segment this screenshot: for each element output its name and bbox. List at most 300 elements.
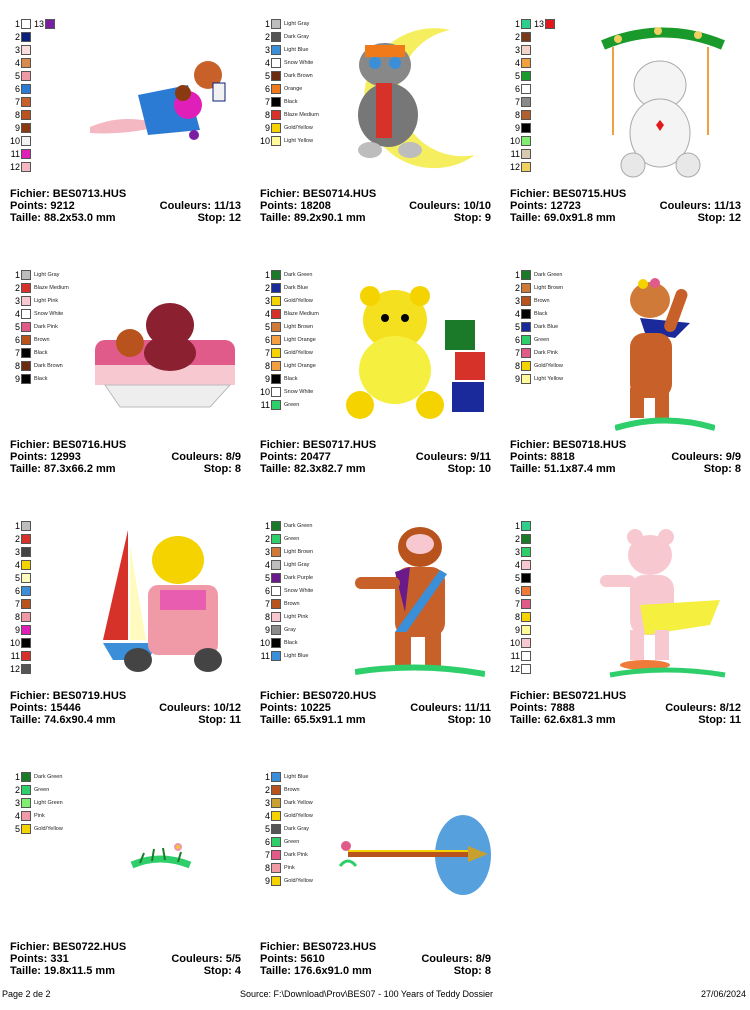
color-row bbox=[10, 56, 34, 69]
color-number: 1 bbox=[514, 18, 520, 29]
color-name: Gold/Yellow bbox=[284, 297, 313, 304]
color-number: 5 bbox=[264, 572, 270, 583]
color-swatch bbox=[271, 283, 281, 293]
color-number: 10 bbox=[260, 135, 271, 146]
color-swatch bbox=[21, 547, 31, 557]
color-row bbox=[510, 662, 534, 675]
design-image-bes0721 bbox=[600, 525, 730, 680]
color-row bbox=[10, 545, 34, 558]
file-name: Fichier: BES0722.HUS bbox=[10, 941, 127, 953]
color-number: 1 bbox=[264, 18, 270, 29]
color-row bbox=[510, 519, 534, 532]
size-mm: Taille: 65.5x91.1 mm bbox=[260, 714, 366, 726]
color-swatch bbox=[21, 785, 31, 795]
color-name: Gold/Yellow bbox=[534, 362, 563, 369]
color-swatch bbox=[521, 664, 531, 674]
color-name: Dark Pink bbox=[284, 851, 308, 858]
color-row bbox=[510, 584, 534, 597]
extra-color-number: 13 bbox=[534, 18, 545, 29]
color-name: Dark Brown bbox=[34, 362, 63, 369]
color-number: 1 bbox=[14, 520, 20, 531]
color-number: 1 bbox=[514, 520, 520, 531]
color-swatch bbox=[271, 45, 281, 55]
color-name: Light Pink bbox=[34, 297, 59, 304]
color-row bbox=[260, 770, 308, 783]
color-swatch bbox=[21, 651, 31, 661]
size-mm: Taille: 82.3x82.7 mm bbox=[260, 463, 366, 475]
color-swatch bbox=[271, 521, 281, 531]
color-swatch bbox=[271, 811, 281, 821]
color-swatch bbox=[521, 521, 531, 531]
color-number: 6 bbox=[14, 585, 20, 596]
color-name: Dark Pink bbox=[534, 349, 558, 356]
color-swatch bbox=[271, 136, 281, 146]
color-number: 1 bbox=[264, 771, 270, 782]
color-swatch bbox=[271, 612, 281, 622]
color-number: 2 bbox=[14, 533, 20, 544]
color-row bbox=[260, 809, 313, 822]
color-row bbox=[10, 268, 59, 281]
color-swatch bbox=[271, 772, 281, 782]
color-row bbox=[260, 584, 313, 597]
color-swatch bbox=[271, 97, 281, 107]
color-name: Snow White bbox=[34, 310, 64, 317]
color-row bbox=[510, 43, 534, 56]
design-image-bes0722 bbox=[130, 835, 200, 870]
color-row bbox=[260, 121, 313, 134]
color-number: 1 bbox=[264, 269, 270, 280]
color-swatch bbox=[271, 84, 281, 94]
color-swatch bbox=[21, 573, 31, 583]
color-number: 12 bbox=[10, 663, 21, 674]
color-number: 3 bbox=[264, 44, 270, 55]
color-number: 11 bbox=[510, 650, 520, 661]
design-image-bes0715 bbox=[598, 25, 728, 183]
color-swatch bbox=[521, 335, 531, 345]
color-row bbox=[260, 69, 313, 82]
color-name: Brown bbox=[284, 600, 300, 607]
color-swatch bbox=[271, 296, 281, 306]
color-swatch bbox=[521, 296, 531, 306]
color-swatch bbox=[21, 625, 31, 635]
color-swatch bbox=[521, 625, 531, 635]
color-number: 8 bbox=[514, 360, 520, 371]
color-swatch bbox=[521, 71, 531, 81]
color-swatch bbox=[521, 32, 531, 42]
color-row bbox=[10, 649, 34, 662]
color-row bbox=[510, 359, 563, 372]
color-swatch bbox=[271, 19, 281, 29]
color-number: 7 bbox=[14, 96, 20, 107]
color-swatch bbox=[21, 32, 31, 42]
color-swatch bbox=[21, 97, 31, 107]
points-count: Points: 5610 bbox=[260, 953, 325, 965]
color-number: 4 bbox=[264, 559, 270, 570]
color-number: 5 bbox=[514, 572, 520, 583]
color-number: 4 bbox=[14, 308, 20, 319]
color-name: Light Blue bbox=[284, 773, 309, 780]
color-row bbox=[10, 82, 34, 95]
color-number: 1 bbox=[14, 771, 20, 782]
design-image-bes0719 bbox=[98, 525, 238, 677]
color-swatch bbox=[271, 863, 281, 873]
color-row bbox=[510, 346, 558, 359]
design-image-bes0718 bbox=[615, 278, 715, 433]
size-mm: Taille: 69.0x91.8 mm bbox=[510, 212, 616, 224]
color-number: 4 bbox=[14, 559, 20, 570]
color-swatch bbox=[271, 573, 281, 583]
color-number: 4 bbox=[14, 810, 20, 821]
color-number: 4 bbox=[14, 57, 20, 68]
color-number: 4 bbox=[264, 57, 270, 68]
points-count: Points: 7888 bbox=[510, 702, 575, 714]
color-name: Dark Gray bbox=[284, 33, 310, 40]
color-swatch bbox=[521, 638, 531, 648]
color-number: 1 bbox=[514, 269, 520, 280]
color-swatch bbox=[271, 110, 281, 120]
color-row bbox=[510, 56, 534, 69]
color-number: 4 bbox=[514, 57, 520, 68]
color-name: Blaze Medium bbox=[284, 310, 319, 317]
color-swatch bbox=[521, 97, 531, 107]
color-swatch bbox=[271, 850, 281, 860]
points-count: Points: 20477 bbox=[260, 451, 331, 463]
color-row bbox=[260, 835, 299, 848]
color-name: Light Yellow bbox=[284, 137, 314, 144]
color-name: Pink bbox=[284, 864, 295, 871]
color-row bbox=[260, 281, 308, 294]
color-swatch bbox=[21, 772, 31, 782]
size-mm: Taille: 88.2x53.0 mm bbox=[10, 212, 116, 224]
color-number: 3 bbox=[264, 797, 270, 808]
source-path: Source: F:\Download\Prov\BES07 - 100 Years of Teddy Dossier bbox=[240, 989, 493, 999]
extra-color-swatch bbox=[45, 19, 55, 29]
color-row bbox=[10, 662, 34, 675]
color-name: Dark Yellow bbox=[284, 799, 313, 806]
color-number: 2 bbox=[514, 533, 520, 544]
points-count: Points: 18208 bbox=[260, 200, 331, 212]
color-swatch bbox=[271, 335, 281, 345]
color-row bbox=[260, 532, 299, 545]
points-count: Points: 331 bbox=[10, 953, 69, 965]
color-swatch bbox=[521, 322, 531, 332]
color-row bbox=[510, 636, 534, 649]
color-swatch bbox=[521, 149, 531, 159]
color-row bbox=[260, 56, 313, 69]
color-swatch bbox=[271, 824, 281, 834]
color-swatch bbox=[271, 651, 281, 661]
color-swatch bbox=[271, 586, 281, 596]
color-name: Light Blue bbox=[284, 46, 309, 53]
color-swatch bbox=[271, 560, 281, 570]
file-name: Fichier: BES0715.HUS bbox=[510, 188, 627, 200]
color-swatch bbox=[271, 547, 281, 557]
color-number: 8 bbox=[514, 109, 520, 120]
color-name: Light Orange bbox=[284, 362, 316, 369]
color-swatch bbox=[271, 837, 281, 847]
color-number: 9 bbox=[264, 875, 270, 886]
colors-count: Couleurs: 10/12 bbox=[159, 702, 241, 714]
color-swatch bbox=[21, 664, 31, 674]
color-swatch bbox=[21, 45, 31, 55]
color-swatch bbox=[21, 162, 31, 172]
color-number: 11 bbox=[10, 148, 20, 159]
color-swatch bbox=[271, 123, 281, 133]
color-number: 5 bbox=[514, 321, 520, 332]
color-row bbox=[260, 861, 295, 874]
color-number: 7 bbox=[514, 347, 520, 358]
color-swatch bbox=[521, 560, 531, 570]
page-footer bbox=[0, 989, 750, 1002]
color-row bbox=[260, 783, 300, 796]
color-row bbox=[10, 108, 34, 121]
color-number: 3 bbox=[14, 546, 20, 557]
color-row bbox=[10, 43, 34, 56]
colors-count: Couleurs: 9/11 bbox=[415, 451, 491, 463]
color-swatch bbox=[271, 361, 281, 371]
color-row bbox=[10, 17, 58, 30]
color-number: 2 bbox=[264, 31, 270, 42]
color-swatch bbox=[21, 335, 31, 345]
color-name: Green bbox=[284, 535, 300, 542]
color-swatch bbox=[521, 270, 531, 280]
color-number: 7 bbox=[514, 96, 520, 107]
color-number: 3 bbox=[264, 546, 270, 557]
stop-count: Stop: 10 bbox=[447, 714, 491, 726]
file-name: Fichier: BES0718.HUS bbox=[510, 439, 627, 451]
color-name: Gold/Yellow bbox=[284, 349, 313, 356]
color-name: Blaze Medium bbox=[284, 111, 319, 118]
color-swatch bbox=[271, 374, 281, 384]
print-date: 27/06/2024 bbox=[700, 989, 746, 999]
color-swatch bbox=[21, 798, 31, 808]
color-name: Dark Gray bbox=[284, 825, 310, 832]
color-number: 3 bbox=[14, 797, 20, 808]
color-number: 7 bbox=[264, 598, 270, 609]
color-swatch bbox=[21, 560, 31, 570]
color-number: 3 bbox=[514, 546, 520, 557]
color-number: 5 bbox=[14, 70, 20, 81]
color-row bbox=[10, 623, 34, 636]
color-number: 4 bbox=[514, 559, 520, 570]
color-row bbox=[510, 532, 534, 545]
color-name: Brown bbox=[284, 786, 300, 793]
color-row bbox=[510, 147, 534, 160]
design-image-bes0714 bbox=[340, 25, 490, 175]
color-swatch bbox=[521, 309, 531, 319]
color-row bbox=[510, 558, 534, 571]
page-number: Page 2 de 2 bbox=[2, 989, 51, 999]
design-image-bes0717 bbox=[340, 280, 490, 420]
color-swatch bbox=[21, 149, 31, 159]
color-name: Light Gray bbox=[284, 20, 310, 27]
color-row bbox=[260, 346, 313, 359]
color-number: 6 bbox=[514, 83, 520, 94]
color-number: 6 bbox=[264, 585, 270, 596]
color-row bbox=[10, 372, 47, 385]
color-row bbox=[10, 359, 63, 372]
color-name: Brown bbox=[34, 336, 50, 343]
stop-count: Stop: 12 bbox=[197, 212, 241, 224]
color-swatch bbox=[21, 296, 31, 306]
color-number: 5 bbox=[14, 572, 20, 583]
stop-count: Stop: 11 bbox=[698, 714, 741, 726]
design-info bbox=[10, 188, 241, 224]
color-row bbox=[260, 134, 313, 147]
color-swatch bbox=[21, 110, 31, 120]
stop-count: Stop: 12 bbox=[697, 212, 741, 224]
color-number: 4 bbox=[264, 308, 270, 319]
color-row bbox=[260, 558, 309, 571]
color-name: Dark Green bbox=[284, 271, 313, 278]
color-number: 6 bbox=[514, 585, 520, 596]
color-name: Gray bbox=[284, 626, 296, 633]
color-number: 1 bbox=[14, 269, 20, 280]
color-name: Dark Green bbox=[34, 773, 63, 780]
color-number: 8 bbox=[264, 611, 270, 622]
color-name: Black bbox=[284, 98, 298, 105]
color-row bbox=[10, 294, 58, 307]
color-name: Light Pink bbox=[284, 613, 309, 620]
color-swatch bbox=[271, 638, 281, 648]
color-row bbox=[510, 571, 534, 584]
color-name: Orange bbox=[284, 85, 303, 92]
color-swatch bbox=[521, 573, 531, 583]
size-mm: Taille: 176.6x91.0 mm bbox=[260, 965, 372, 977]
color-row bbox=[10, 770, 62, 783]
design-image-bes0713 bbox=[88, 55, 238, 145]
color-swatch bbox=[271, 309, 281, 319]
color-swatch bbox=[271, 625, 281, 635]
color-swatch bbox=[21, 521, 31, 531]
color-number: 3 bbox=[14, 295, 20, 306]
color-swatch bbox=[21, 534, 31, 544]
color-row bbox=[260, 623, 296, 636]
color-row bbox=[510, 623, 534, 636]
color-row bbox=[260, 874, 313, 887]
color-swatch bbox=[271, 785, 281, 795]
color-name: Snow White bbox=[284, 587, 314, 594]
colors-count: Couleurs: 11/13 bbox=[659, 200, 741, 212]
color-row bbox=[510, 281, 563, 294]
color-name: Blaze Medium bbox=[34, 284, 69, 291]
color-row bbox=[260, 822, 309, 835]
color-swatch bbox=[271, 348, 281, 358]
color-number: 5 bbox=[264, 70, 270, 81]
color-name: Gold/Yellow bbox=[284, 812, 313, 819]
color-swatch bbox=[521, 361, 531, 371]
stop-count: Stop: 11 bbox=[198, 714, 241, 726]
color-row bbox=[260, 108, 319, 121]
color-number: 6 bbox=[14, 83, 20, 94]
color-row bbox=[260, 307, 319, 320]
color-number: 5 bbox=[514, 70, 520, 81]
size-mm: Taille: 89.2x90.1 mm bbox=[260, 212, 366, 224]
file-name: Fichier: BES0713.HUS bbox=[10, 188, 127, 200]
color-row bbox=[10, 30, 34, 43]
file-name: Fichier: BES0723.HUS bbox=[260, 941, 377, 953]
color-name: Dark Green bbox=[284, 522, 313, 529]
color-row bbox=[10, 134, 34, 147]
points-count: Points: 9212 bbox=[10, 200, 75, 212]
color-swatch bbox=[21, 71, 31, 81]
color-number: 4 bbox=[514, 308, 520, 319]
color-row bbox=[10, 121, 34, 134]
color-number: 8 bbox=[514, 611, 520, 622]
color-swatch bbox=[21, 84, 31, 94]
design-info bbox=[510, 690, 741, 726]
color-row bbox=[260, 359, 316, 372]
color-row bbox=[260, 848, 308, 861]
color-row bbox=[510, 95, 534, 108]
color-name: Light Brown bbox=[284, 548, 314, 555]
color-row bbox=[260, 17, 309, 30]
colors-count: Couleurs: 8/9 bbox=[421, 953, 491, 965]
file-name: Fichier: BES0714.HUS bbox=[260, 188, 377, 200]
color-name: Snow White bbox=[284, 388, 314, 395]
color-name: Light Brown bbox=[534, 284, 564, 291]
color-row bbox=[10, 333, 50, 346]
design-info bbox=[260, 941, 491, 977]
color-swatch bbox=[21, 811, 31, 821]
color-swatch bbox=[271, 71, 281, 81]
color-number: 2 bbox=[514, 31, 520, 42]
color-name: Light Orange bbox=[284, 336, 316, 343]
points-count: Points: 10225 bbox=[260, 702, 331, 714]
color-swatch bbox=[21, 374, 31, 384]
design-info bbox=[10, 439, 241, 475]
color-number: 5 bbox=[14, 321, 20, 332]
color-swatch bbox=[21, 348, 31, 358]
color-row bbox=[10, 69, 34, 82]
color-name: Dark Green bbox=[534, 271, 563, 278]
color-row bbox=[510, 30, 534, 43]
color-number: 8 bbox=[264, 862, 270, 873]
color-name: Light Gray bbox=[34, 271, 60, 278]
color-row bbox=[260, 30, 309, 43]
color-number: 9 bbox=[264, 624, 270, 635]
color-number: 10 bbox=[260, 386, 271, 397]
color-number: 12 bbox=[510, 161, 521, 172]
color-row bbox=[10, 796, 63, 809]
color-row bbox=[10, 320, 58, 333]
color-number: 9 bbox=[14, 624, 20, 635]
color-number: 6 bbox=[264, 334, 270, 345]
color-name: Black bbox=[284, 375, 298, 382]
color-row bbox=[510, 545, 534, 558]
color-name: Black bbox=[284, 639, 298, 646]
color-name: Green bbox=[284, 838, 300, 845]
color-name: Light Yellow bbox=[534, 375, 564, 382]
colors-count: Couleurs: 11/13 bbox=[159, 200, 241, 212]
color-row bbox=[260, 82, 302, 95]
color-row bbox=[10, 307, 63, 320]
file-name: Fichier: BES0720.HUS bbox=[260, 690, 377, 702]
stop-count: Stop: 8 bbox=[453, 965, 491, 977]
color-swatch bbox=[521, 123, 531, 133]
color-name: Gold/Yellow bbox=[284, 877, 313, 884]
design-image-bes0720 bbox=[355, 522, 485, 682]
color-row bbox=[510, 17, 558, 30]
color-name: Dark Purple bbox=[284, 574, 314, 581]
file-name: Fichier: BES0716.HUS bbox=[10, 439, 127, 451]
color-row bbox=[260, 398, 299, 411]
color-swatch bbox=[521, 84, 531, 94]
color-swatch bbox=[21, 58, 31, 68]
color-swatch bbox=[21, 123, 31, 133]
color-row bbox=[510, 610, 534, 623]
color-swatch bbox=[21, 586, 31, 596]
